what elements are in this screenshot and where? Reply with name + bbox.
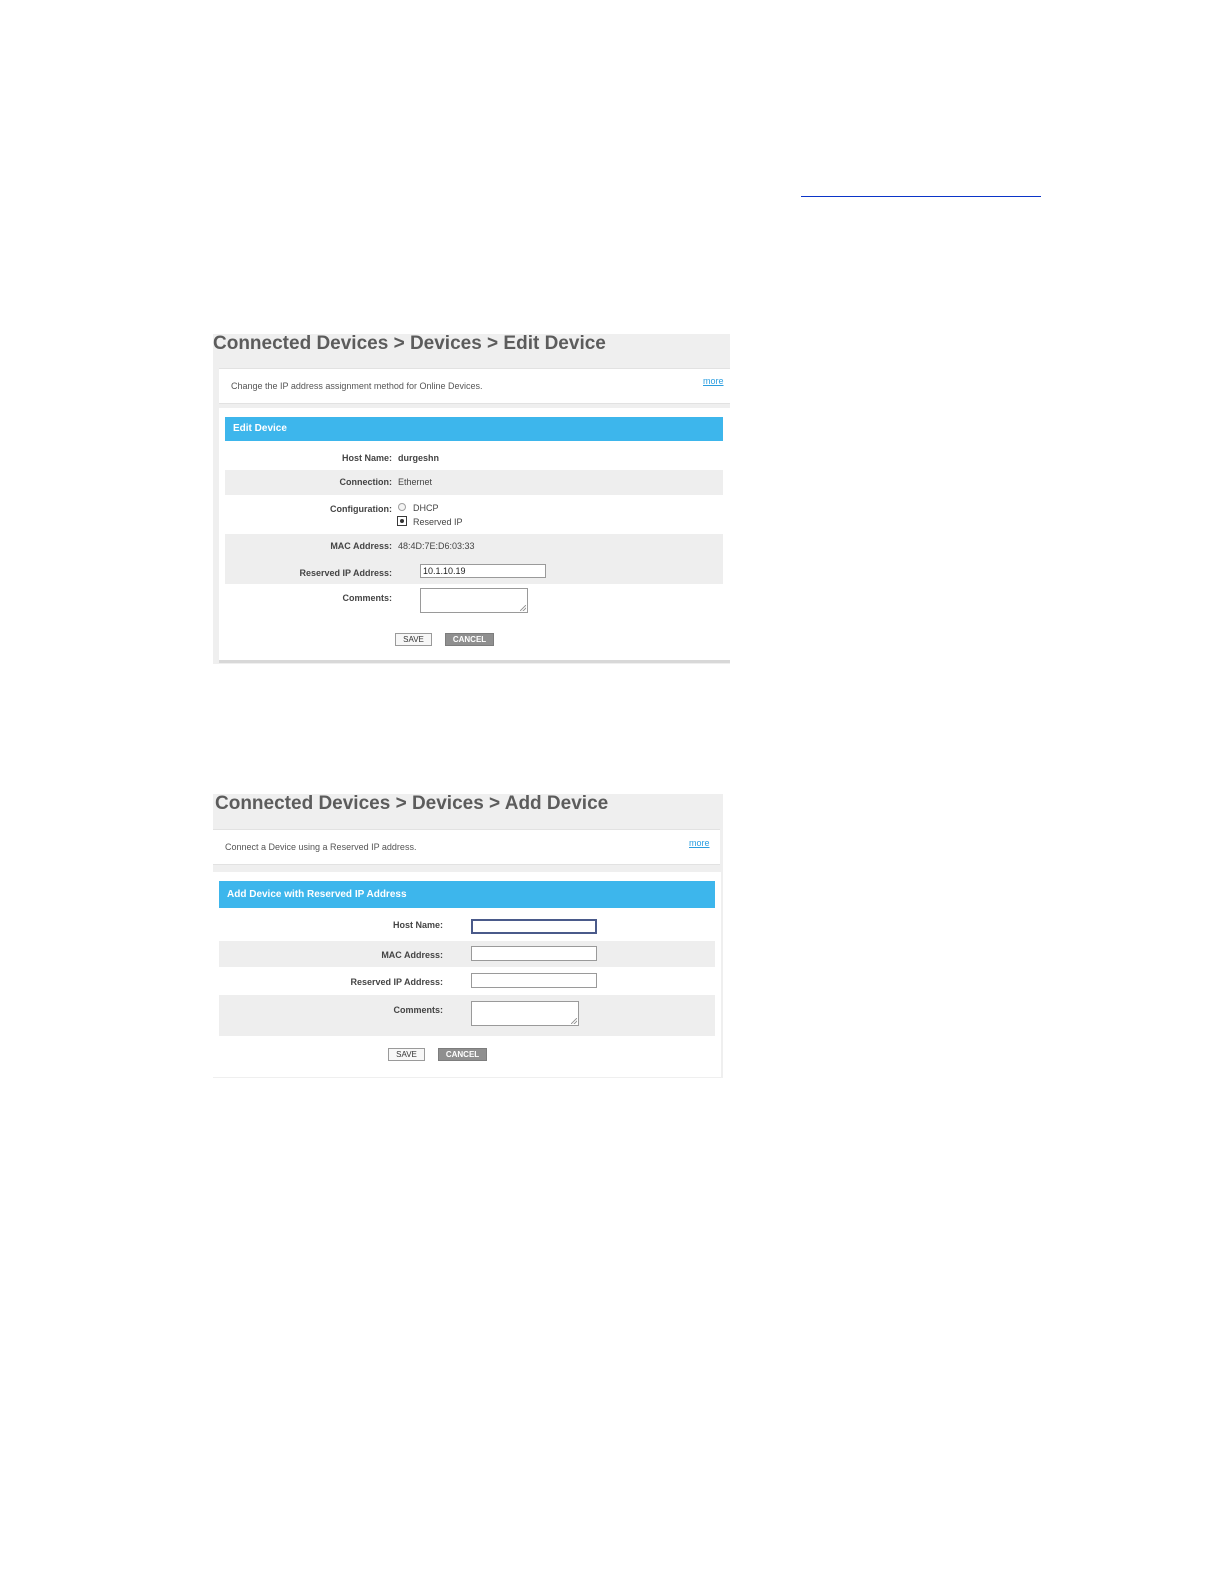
reserved-ip-input[interactable]: 10.1.10.19 [420,564,546,578]
add-reserved-ip-label: Reserved IP Address: [350,977,443,987]
mac-address-label: MAC Address: [330,541,392,551]
add-mac-address-row [219,941,715,967]
edit-device-more-link[interactable]: more [703,376,724,386]
reserved-ip-radio[interactable] [397,516,407,526]
host-name-row [225,445,723,470]
connection-value: Ethernet [398,477,433,487]
document-link-underline[interactable] [801,196,1041,197]
add-device-more-link[interactable]: more [689,838,710,848]
add-cancel-button[interactable]: CANCEL [438,1048,487,1061]
panel-bottom-edge [219,660,730,663]
connection-row [225,470,723,495]
configuration-row [225,495,723,534]
configuration-label: Configuration: [330,504,392,514]
dhcp-option-label: DHCP [413,503,439,513]
comments-row [225,584,723,624]
mac-address-value: 48:4D:7E:D6:03:33 [398,541,475,551]
save-button[interactable]: SAVE [395,633,432,646]
add-host-name-row [219,909,715,941]
connection-label: Connection: [339,477,392,487]
add-device-description: Connect a Device using a Reserved IP address. [225,842,417,852]
add-mac-address-label: MAC Address: [381,950,443,960]
edit-device-screenshot [213,334,730,664]
resize-grip-icon[interactable] [571,1018,577,1024]
resize-grip-icon[interactable] [520,605,526,611]
add-host-name-label: Host Name: [392,920,443,930]
edit-device-description: Change the IP address assignment method for Online Devices. [231,381,483,391]
edit-device-form [219,408,730,660]
edit-device-breadcrumb: Connected Devices > Devices > Edit Device [213,333,606,354]
reserved-ip-label: Reserved IP Address: [299,568,392,578]
add-device-form-title: Add Device with Reserved IP Address [219,881,715,908]
add-reserved-ip-input[interactable] [471,973,597,988]
add-device-description-box [213,829,720,865]
add-save-button[interactable]: SAVE [388,1048,425,1061]
dhcp-radio[interactable] [398,503,406,511]
add-mac-address-input[interactable] [471,946,597,961]
comments-textarea[interactable] [420,588,528,613]
host-name-value: durgeshn [398,453,440,463]
add-reserved-ip-row [219,967,715,995]
host-name-label: Host Name: [341,453,392,463]
add-device-form [213,872,721,1077]
mac-address-row [225,534,723,559]
comments-label: Comments: [342,593,392,603]
cancel-button[interactable]: CANCEL [445,633,494,646]
add-comments-textarea[interactable] [471,1001,579,1026]
add-comments-label: Comments: [393,1005,443,1015]
reserved-ip-option-label: Reserved IP [413,517,463,527]
add-device-breadcrumb: Connected Devices > Devices > Add Device [215,793,609,814]
reserved-ip-row [225,559,723,584]
add-host-name-input[interactable] [471,919,597,934]
add-device-screenshot [213,794,723,1078]
edit-device-form-title: Edit Device [225,417,723,441]
add-comments-row [219,995,715,1036]
edit-device-description-box [219,368,730,404]
